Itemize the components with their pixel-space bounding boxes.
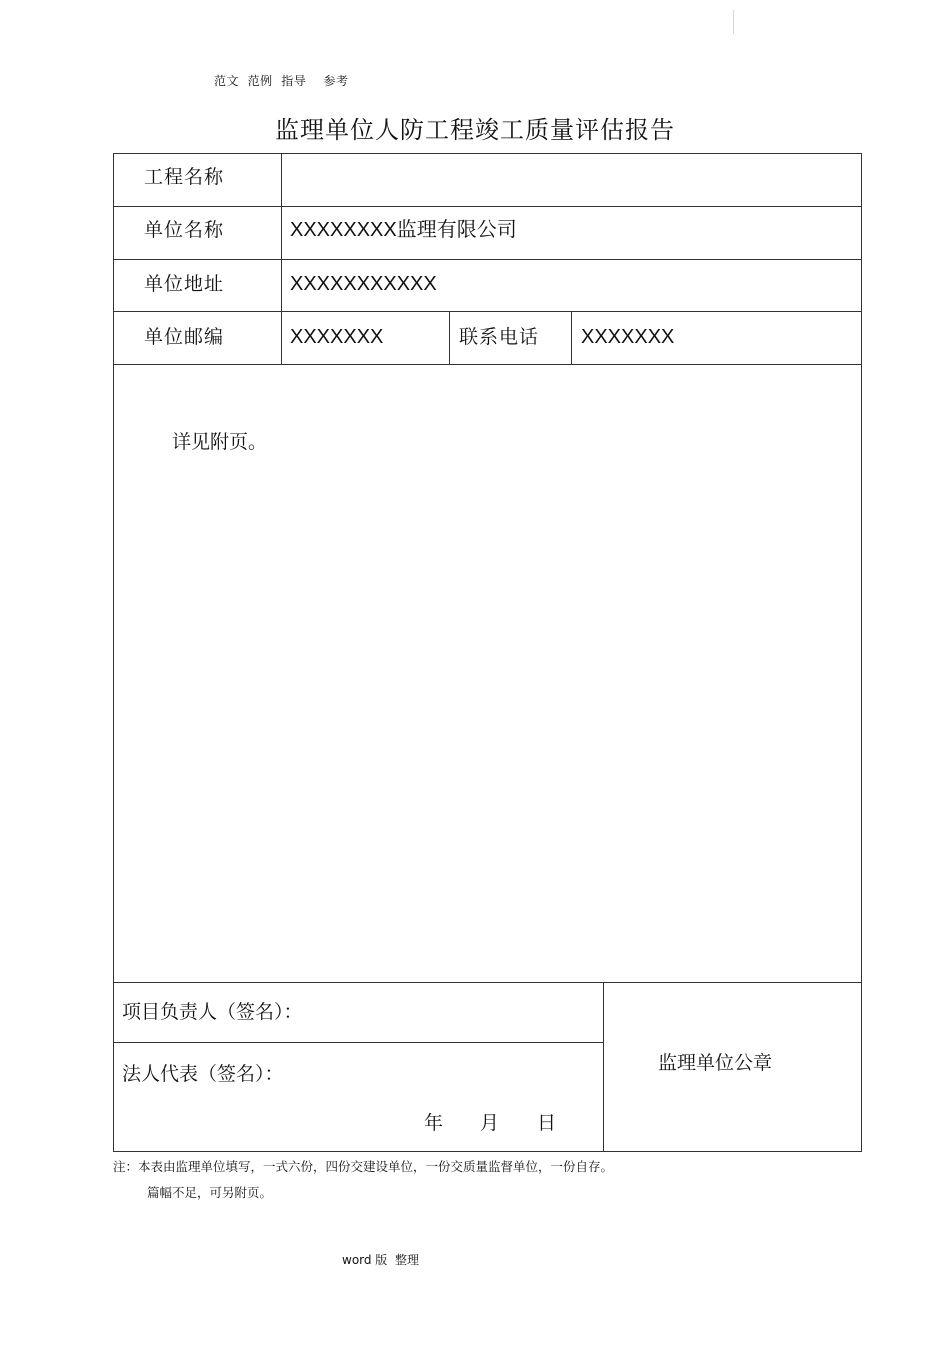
date-month-label: 月 — [480, 1112, 500, 1134]
page-title: 监理单位人防工程竣工质量评估报告 — [275, 116, 675, 144]
unit-name-field[interactable]: XXXXXXXX监理有限公司 — [290, 219, 517, 241]
column-divider — [281, 153, 282, 364]
unit-name-label: 单位名称 — [144, 219, 225, 241]
date-day-label: 日 — [537, 1112, 557, 1134]
row-divider — [113, 1042, 603, 1043]
form-note-continued: 篇幅不足，可另附页。 — [147, 1185, 273, 1200]
row-divider — [113, 259, 861, 260]
postcode-field[interactable]: XXXXXXX — [290, 326, 384, 348]
project-leader-signature-label: 项目负责人（签名）： — [122, 1001, 303, 1023]
date-year-label: 年 — [424, 1112, 444, 1134]
supervision-seal-label: 监理单位公章 — [658, 1052, 773, 1074]
postcode-label: 单位邮编 — [144, 326, 225, 348]
legal-representative-signature-label: 法人代表（签名）： — [122, 1063, 284, 1085]
unit-address-label: 单位地址 — [144, 273, 225, 295]
phone-label: 联系电话 — [459, 326, 540, 348]
unit-address-field[interactable]: XXXXXXXXXXX — [290, 273, 437, 295]
row-divider — [113, 206, 861, 207]
column-divider — [603, 982, 604, 1151]
header-tag: 范文 范例 指导 参考 — [214, 74, 349, 88]
column-divider — [449, 311, 450, 364]
project-name-label: 工程名称 — [144, 166, 225, 188]
phone-field[interactable]: XXXXXXX — [581, 326, 675, 348]
report-body[interactable]: 详见附页。 — [172, 431, 268, 453]
form-note: 注：本表由监理单位填写，一式六份，四份交建设单位，一份交质量监督单位，一份自存。 — [113, 1159, 614, 1174]
corner-mark — [733, 10, 734, 34]
row-divider — [113, 364, 861, 365]
footer-tag: word 版 整理 — [342, 1253, 419, 1267]
column-divider — [571, 311, 572, 364]
row-divider — [113, 311, 861, 312]
row-divider — [113, 982, 861, 983]
